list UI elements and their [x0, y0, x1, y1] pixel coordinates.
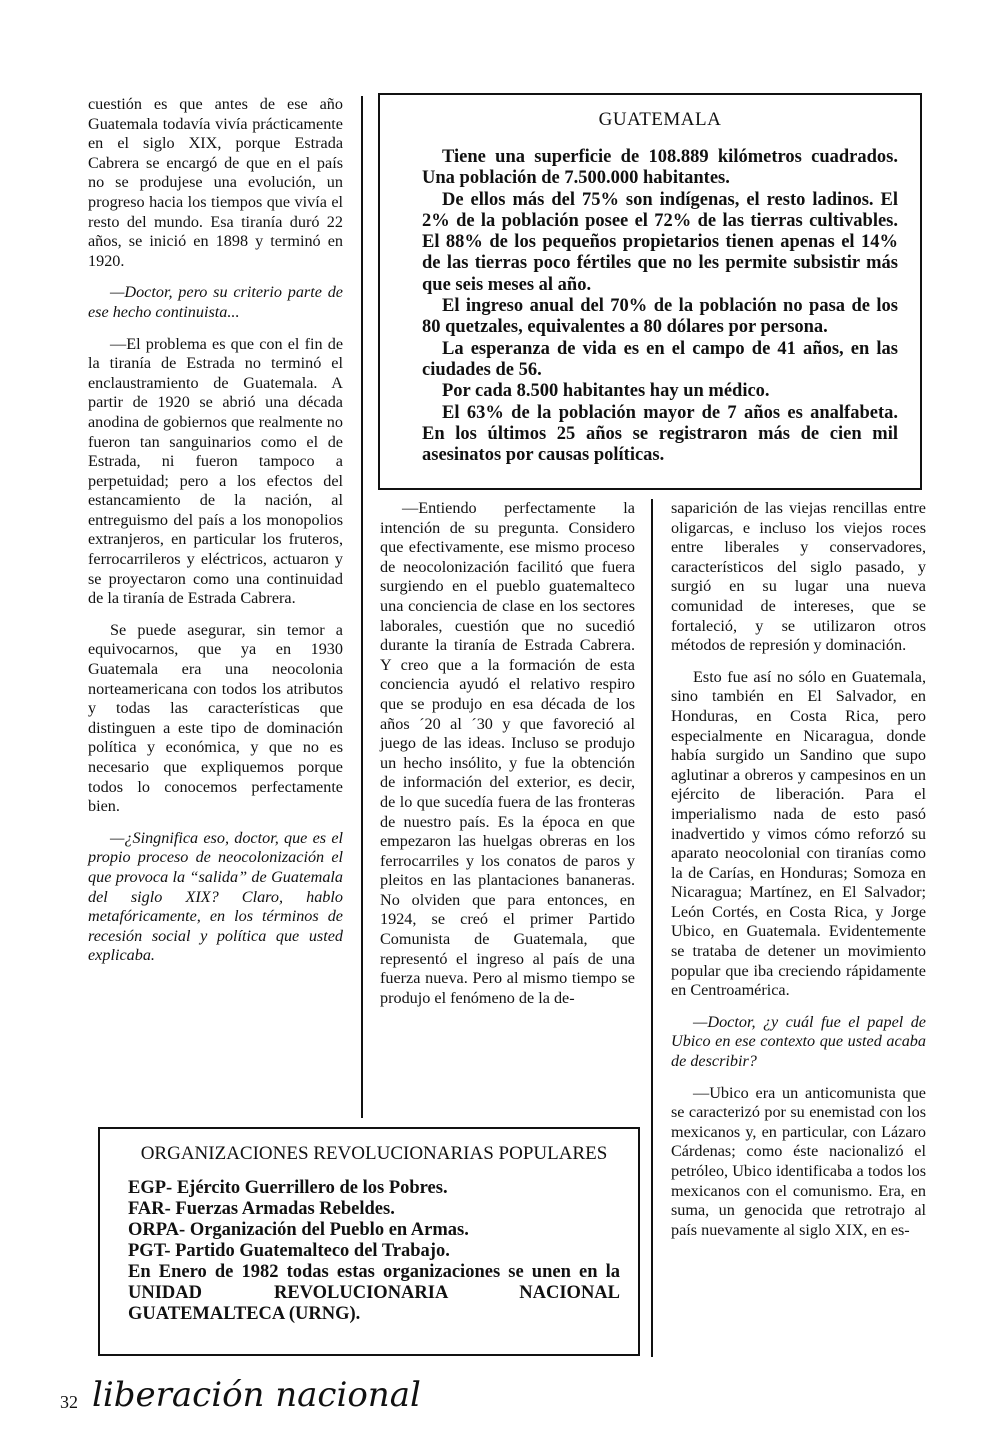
article-paragraph: —Ubico era un anticomunista que se caracterizó por su enemistad con los mexicanos y, en particular, con Lázaro Cárdenas; como éste nacionalizó el petróleo, Ubico identificaba a todos los mexicanos con el comunismo. Era, en suma, un genocida que retrotrajo al país nuevamente al siglo XIX, en es-: [671, 1083, 926, 1239]
article-column-left: [88, 95, 343, 978]
article-paragraph: saparición de las viejas rencillas entre oligarcas, e incluso los viejos roces entre liberales y conservadores, característicos del siglo pasado, y surgió en su lugar una nueva comunidad de intereses, que se fortaleció, y se utilizaron otros métodos de represión y dominación.: [671, 499, 926, 655]
article-paragraph: Esto fue así no sólo en Guatemala, sino también en El Salvador, en Honduras, en Costa Rica, pero especialmente en Nicaragua, donde había surgido un Sandino que supo aglutinar a obreros y campesinos en un ejército de liberación. Para el imperialismo nada de esto pasó inadvertido y vimos cómo reforzó su aparato neocolonial con tiranías como la de Carías, en Honduras; Somoza en Nicaragua; Martínez, en El Salvador; León Cortés, en Costa Rica, y Jorge Ubico, en Guatemala. Evidentemente se trataba de detener un movimiento popular que iba creciendo rápidamente en Centroamérica.: [671, 667, 926, 1000]
organization-item: FAR- Fuerzas Armadas Rebeldes.: [128, 1199, 395, 1219]
interviewer-question: —Doctor, pero su criterio parte de ese hecho continuista...: [88, 283, 343, 321]
article-column-right: [671, 499, 926, 1252]
organization-item: PGT- Partido Guatemalteco del Trabajo.: [128, 1241, 450, 1261]
article-column-middle: [380, 499, 635, 1020]
guatemala-facts-box: [378, 93, 922, 490]
guatemala-box-title: GUATEMALA: [598, 109, 722, 130]
guatemala-fact: La esperanza de vida es en el campo de 41 años, en las ciudades de 56.: [422, 338, 898, 380]
guatemala-fact: Tiene una superficie de 108.889 kilómetros cuadrados. Una población de 7.500.000 habitantes.: [422, 147, 898, 189]
guatemala-fact: El ingreso anual del 70% de la población no pasa de los 80 quetzales, equivalentes a 80 dólares por persona.: [422, 296, 898, 338]
column-divider: [651, 499, 653, 1357]
organizations-box-title: ORGANIZACIONES REVOLUCIONARIAS POPULARES: [140, 1143, 608, 1164]
magazine-logo-text: liberación nacional: [92, 1375, 421, 1415]
organizations-note: En Enero de 1982 todas estas organizaciones se unen en la UNIDAD REVOLUCIONARIA NACIONAL GUATEMALTECA (URNG).: [128, 1262, 620, 1324]
guatemala-fact: El 63% de la población mayor de 7 años es analfabeta. En los últimos 25 años se registraron más de cien mil asesinatos por causas políticas.: [422, 402, 898, 466]
article-paragraph: —Entiendo perfectamente la intención de su pregunta. Considero que efectivamente, ese mismo proceso de neocolonización facilitó que fuera surgiendo en el pueblo guatemalteco una conciencia de clase en los sectores laborales, cuestión que no sucedió durante la tiranía de Estrada Cabrera. Y creo que a la formación de esta conciencia ayudó el relativo respiro que se produjo en esa década de los años ´20 al ´30 y que favoreció al juego de las ideas. Incluso se produjo un hecho insólito, y fue la obtención de información del exterior, es decir, de lo que sucedía fuera de las fronteras de nuestro país. Es la época en que empezaron las huelgas obreras en los ferrocarriles y los conatos de paros y pleitos en las plantaciones bananeras. No olviden que para entonces, en 1924, se creó el primer Partido Comunista de Guatemala, que representó el ingreso al país de una fuerza nueva. Pero al mismo tiempo se produjo el fenómeno de la de-: [380, 499, 635, 1007]
page-number: 32: [60, 1392, 78, 1412]
magazine-logo: [92, 1372, 422, 1418]
guatemala-fact: Por cada 8.500 habitantes hay un médico.: [442, 381, 770, 402]
column-divider: [361, 96, 363, 1118]
interviewer-question: —Doctor, ¿y cuál fue el papel de Ubico en ese contexto que usted acaba de describir?: [671, 1012, 926, 1071]
guatemala-fact: De ellos más del 75% son indígenas, el resto ladinos. El 2% de la población posee el 72% de las tierras cultivables. El 88% de los pequeños propietarios tienen apenas el 14% de las tierras poco fértiles que no les permite subsistir más que seis meses al año.: [422, 189, 898, 295]
organization-item: ORPA- Organización del Pueblo en Armas.: [128, 1220, 469, 1240]
article-paragraph: Se puede asegurar, sin temor a equivocarnos, que ya en 1930 Guatemala era una neocolonia norteamericana con todos los atributos y todas las características que distinguen a este tipo de dominación política y económica, y que no es necesario que expliquemos porque todos lo conocemos perfectamente bien.: [88, 620, 343, 816]
organizations-box: [98, 1127, 640, 1356]
interviewer-question: —¿Singnifica eso, doctor, que es el propio proceso de neocolonización el que provoca la “salida” de Guatemala del siglo XIX? Claro, hablo metafóricamente, en los términos de recesión social y política que usted explicaba.: [88, 828, 343, 965]
organization-item: EGP- Ejército Guerrillero de los Pobres.: [128, 1178, 448, 1198]
article-paragraph: —El problema es que con el fin de la tiranía de Estrada no terminó el enclaustramiento de Guatemala. A partir de 1920 se abrió una década anodina de gobiernos que realmente no fueron tan sanguinarios como el de Estrada, ni fueron tampoco a perpetuidad; pero a los efectos del estancamiento de la nación, al entreguismo del país a los monopolios extranjeros, en particular los fruteros, ferrocarrileros y eléctricos, actuaron y se proyectaron como una continuidad de la tiranía de Estrada Cabrera.: [88, 334, 343, 608]
article-paragraph: cuestión es que antes de ese año Guatemala todavía vivía prácticamente en el siglo XIX, porque Estrada Cabrera se encargó de que en el país no se produjese una evolución, un progreso hacia los tiempos que vivía el resto del mundo. Esa tiranía duró 22 años, se inició en 1898 y terminó en 1920.: [88, 95, 343, 270]
